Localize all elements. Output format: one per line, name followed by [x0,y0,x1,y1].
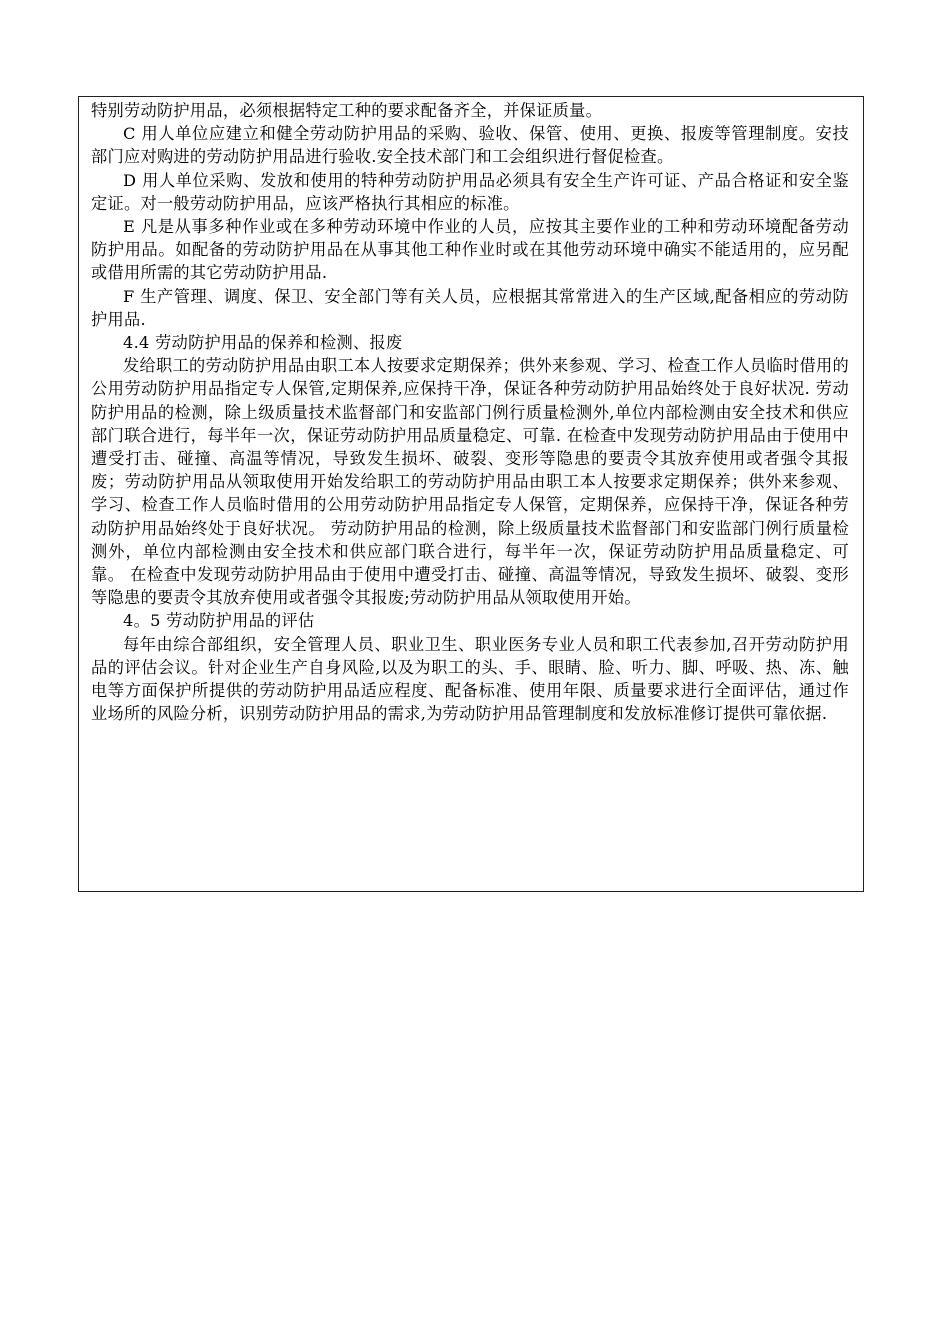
section-heading-4-5: 4。5 劳动防护用品的评估 [123,611,315,631]
paragraph-intro-line: 特别劳动防护用品，必须根据特定工种的要求配备齐全，并保证质量。 [91,101,603,120]
paragraph-f-production-staff: F 生产管理、调度、保卫、安全部门等有关人员，应根据其常常进入的生产区域,配备相应的劳动防护用品. [91,286,849,329]
paragraph-c-management-system: C 用人单位应建立和健全劳动防护用品的采购、验收、保管、使用、更换、报废等管理制度。安技部门应对购进的劳动防护用品进行验收.安全技术部门和工会组织进行督促检查。 [91,124,849,167]
section-heading-4-4: 4.4 劳动防护用品的保养和检测、报废 [123,333,403,353]
paragraph-e-multiple-jobs: E 凡是从事多种作业或在多种劳动环境中作业的人员，应按其主要作业的工种和劳动环境配备劳动防护用品。如配备的劳动防护用品在从事其他工种作业时或在其他劳动环境中确实不能适用的，应另配或借用所需的其它劳动防护用品. [91,217,849,283]
paragraph-maintenance-inspection: 发给职工的劳动防护用品由职工本人按要求定期保养；供外来参观、学习、检查工作人员临时借用的公用劳动防护用品指定专人保管,定期保养,应保持干净，保证各种劳动防护用品始终处于良好状况. 劳动防护用品的检测，除上级质量技术监督部门和安监部门例行质量检测外,单位内部检测由安全技术和供应部门联合进行，每半年一次，保证劳动防护用品质量稳定、可靠. 在检查中发现劳动防护用品由于使用中遭受打击、碰撞、高温等情况，导致发生损坏、破裂、变形等隐患的要责令其放弃使用或者强令其报废；劳动防护用品从领取使用开始发给职工的劳动防护用品由职工本人按要求定期保养；供外来参观、学习、检查工作人员临时借用的公用劳动防护用品指定专人保管，定期保养，应保持干净，保证各种劳动防护用品始终处于良好状况。 劳动防护用品的检测，除上级质量技术监督部门和安监部门例行质量检测外，单位内部检测由安全技术和供应部门联合进行，每半年一次，保证劳动防护用品质量稳定、可靠。 在检查中发现劳动防护用品由于使用中遭受打击、碰撞、高温等情况，导致发生损坏、破裂、变形等隐患的要责令其放弃使用或者强令其报废;劳动防护用品从领取使用开始。 [91,356,849,608]
document-frame [78,96,864,892]
paragraph-evaluation: 每年由综合部组织，安全管理人员、职业卫生、职业医务专业人员和职工代表参加,召开劳动防护用品的评估会议。针对企业生产自身风险,以及为职工的头、手、眼睛、脸、听力、脚、呼吸、热、冻、触电等方面保护所提供的劳动防护用品适应程度、配备标准、使用年限、质量要求进行全面评估，通过作业场所的风险分析，识别劳动防护用品的需求,为劳动防护用品管理制度和发放标准修订提供可靠依据. [91,634,849,724]
paragraph-d-special-equipment: D 用人单位采购、发放和使用的特种劳动防护用品必须具有安全生产许可证、产品合格证和安全鉴定证。对一般劳动防护用品，应该严格执行其相应的标准。 [91,170,849,213]
